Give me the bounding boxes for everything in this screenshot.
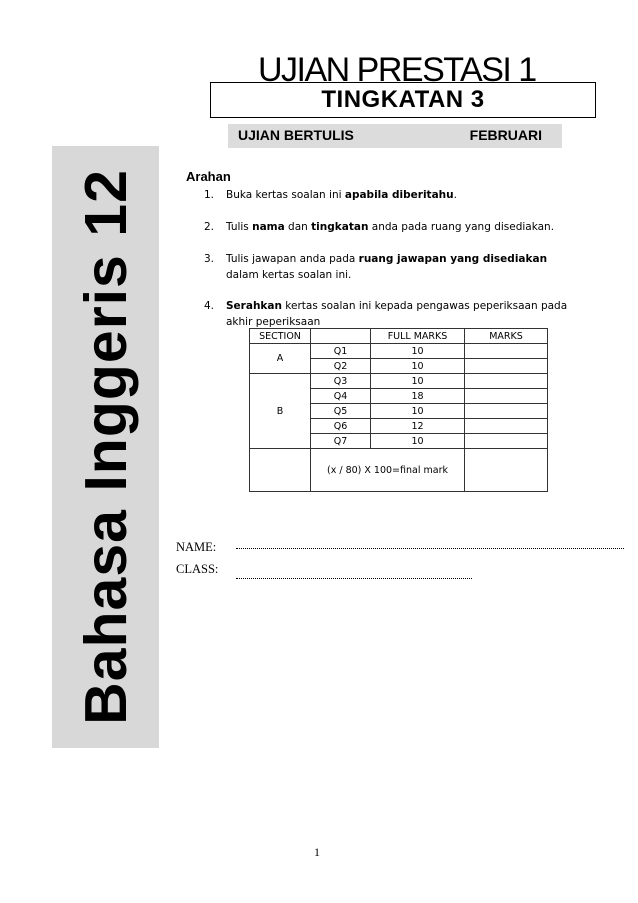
form-level: TINGKATAN 3 <box>321 86 485 113</box>
instruction-text: Tulis jawapan anda pada ruang jawapan yang disediakan dalam kertas soalan ini. <box>226 253 548 281</box>
instruction-number: 3. <box>204 253 215 265</box>
full-marks-cell: 12 <box>371 419 465 434</box>
form-level-box <box>210 82 596 118</box>
question-cell: Q1 <box>311 344 371 359</box>
section-cell: A <box>250 344 311 374</box>
question-cell: Q3 <box>311 374 371 389</box>
marks-cell <box>465 404 548 419</box>
header-marks: MARKS <box>465 329 548 344</box>
full-marks-cell: 10 <box>371 344 465 359</box>
header-full-marks: FULL MARKS <box>371 329 465 344</box>
instruction-number: 1. <box>204 189 215 201</box>
exam-type: UJIAN BERTULIS <box>238 127 354 143</box>
question-cell: Q7 <box>311 434 371 449</box>
instruction-item <box>187 298 577 330</box>
full-marks-cell: 18 <box>371 389 465 404</box>
page-number: 1 <box>314 845 320 859</box>
instruction-item <box>187 251 577 283</box>
marks-cell <box>465 359 548 374</box>
subject-name: Bahasa Inggeris 12 <box>72 169 139 725</box>
marks-cell <box>465 434 548 449</box>
section-cell: B <box>250 374 311 449</box>
formula-cell: (x / 80) X 100=final mark <box>311 449 465 492</box>
marks-cell <box>465 389 548 404</box>
instruction-text: Buka kertas soalan ini apabila diberitahu. <box>226 189 457 201</box>
instruction-text: Serahkan kertas soalan ini kepada pengawas peperiksaan pada akhir peperiksaan <box>226 300 568 328</box>
class-label: CLASS: <box>176 562 219 576</box>
exam-month: FEBRUARI <box>469 127 542 143</box>
question-cell: Q5 <box>311 404 371 419</box>
total-marks-cell <box>465 449 548 492</box>
full-marks-cell: 10 <box>371 374 465 389</box>
full-marks-cell: 10 <box>371 359 465 374</box>
question-cell: Q6 <box>311 419 371 434</box>
header-section: SECTION <box>250 329 311 344</box>
instruction-number: 2. <box>204 221 215 233</box>
table-row <box>250 374 548 389</box>
full-marks-cell: 10 <box>371 404 465 419</box>
marks-cell <box>465 374 548 389</box>
table-header-row <box>250 329 548 344</box>
total-section-cell <box>250 449 311 492</box>
name-label: NAME: <box>176 540 217 554</box>
question-cell: Q2 <box>311 359 371 374</box>
instruction-item <box>187 187 577 203</box>
marks-table <box>249 328 548 492</box>
instruction-number: 4. <box>204 300 215 312</box>
header-question <box>311 329 371 344</box>
class-field[interactable] <box>236 578 472 579</box>
marks-cell <box>465 344 548 359</box>
subject-sidebar <box>52 146 159 748</box>
instruction-item <box>187 219 577 235</box>
name-field[interactable] <box>236 548 624 549</box>
full-marks-cell: 10 <box>371 434 465 449</box>
table-row <box>250 344 548 359</box>
question-cell: Q4 <box>311 389 371 404</box>
instructions-heading: Arahan <box>186 169 231 184</box>
marks-cell <box>465 419 548 434</box>
instruction-text: Tulis nama dan tingkatan anda pada ruang yang disediakan. <box>226 221 555 233</box>
exam-title: UJIAN PRESTASI 1 <box>258 51 536 89</box>
total-row <box>250 449 548 492</box>
exam-info-bar <box>228 124 562 148</box>
